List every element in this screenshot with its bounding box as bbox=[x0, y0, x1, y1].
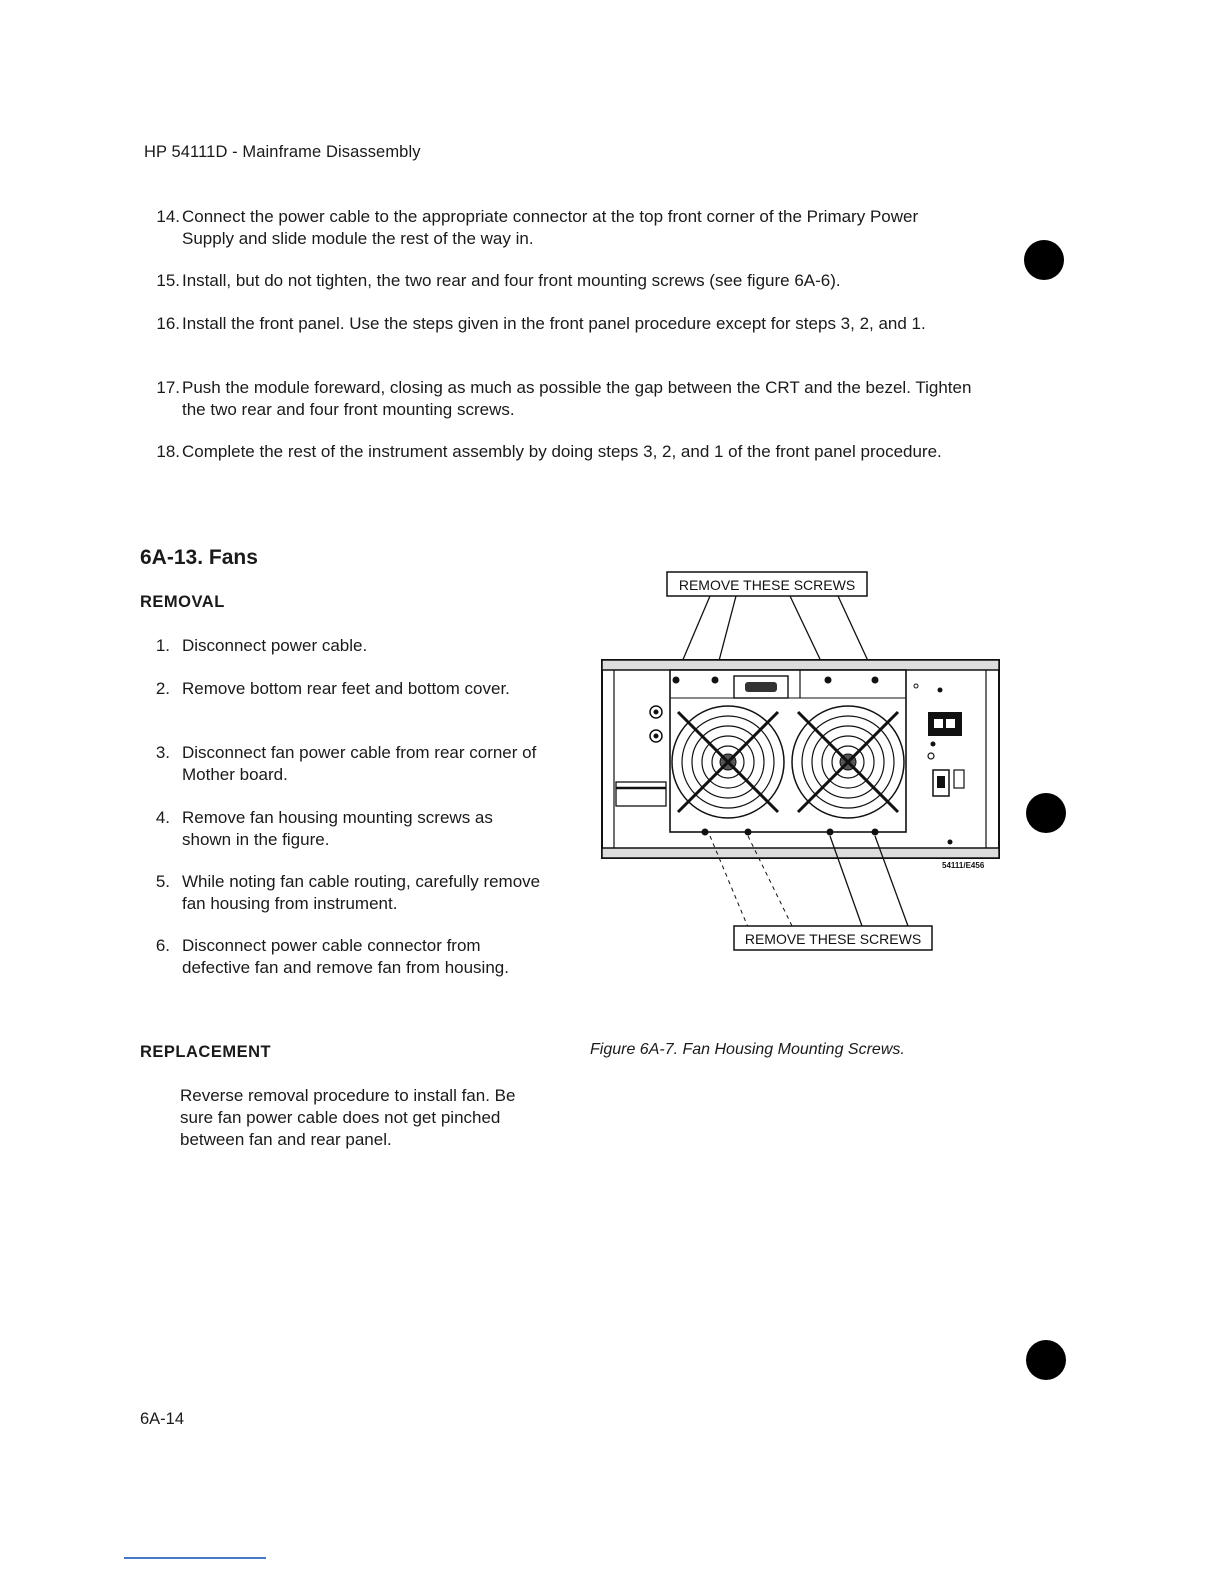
step-number: 17. bbox=[156, 378, 180, 397]
step-text: Remove bottom rear feet and bottom cover. bbox=[182, 679, 510, 698]
punch-hole bbox=[1024, 240, 1064, 280]
step-number: 6. bbox=[155, 936, 170, 955]
step-text: Remove fan housing mounting screws as shown in the figure. bbox=[182, 808, 493, 849]
step-number: 3. bbox=[155, 743, 170, 762]
step-text: While noting fan cable routing, carefully remove fan housing from instrument. bbox=[182, 872, 541, 913]
step-text: Disconnect fan power cable from rear corner of Mother board. bbox=[182, 743, 537, 784]
callout-bottom-label: REMOVE THESE SCREWS bbox=[744, 931, 922, 947]
replacement-text: Reverse removal procedure to install fan. Be sure fan power cable does not get pinched between fan and rear panel. bbox=[180, 1086, 516, 1149]
section-title: 6A-13. Fans bbox=[140, 546, 258, 569]
step-number: 18. bbox=[156, 442, 180, 461]
scan-edge-line bbox=[124, 1557, 266, 1559]
step-number: 5. bbox=[155, 872, 170, 891]
step-number: 16. bbox=[156, 314, 180, 333]
step-number: 4. bbox=[155, 808, 170, 827]
step-text: Install, but do not tighten, the two rear and four front mounting screws (see figure 6A-6). bbox=[182, 271, 841, 290]
step-text: Install the front panel. Use the steps given in the front panel procedure except for steps 3, 2, and 1. bbox=[182, 314, 926, 333]
step-text: Push the module foreward, closing as much as possible the gap between the CRT and the bezel. Tighten the two rear and four front mounting screws. bbox=[182, 378, 972, 419]
figure-caption: Figure 6A-7. Fan Housing Mounting Screws. bbox=[590, 1041, 905, 1058]
punch-hole bbox=[1026, 793, 1066, 833]
step-number: 2. bbox=[155, 679, 170, 698]
figure-id: 54111/E456 bbox=[942, 861, 985, 870]
fan-housing-figure bbox=[590, 562, 1010, 962]
punch-hole bbox=[1026, 1340, 1066, 1380]
left-fan bbox=[672, 706, 784, 818]
right-fan bbox=[792, 706, 904, 818]
step-text: Connect the power cable to the appropriate connector at the top front corner of the Primary Power Supply and slide module the rest of the way in. bbox=[182, 207, 919, 248]
step-text: Complete the rest of the instrument assembly by doing steps 3, 2, and 1 of the front panel procedure. bbox=[182, 442, 942, 461]
page-number: 6A-14 bbox=[140, 1410, 185, 1428]
removal-heading: REMOVAL bbox=[140, 593, 225, 611]
step-text: Disconnect power cable. bbox=[182, 636, 368, 655]
page-header: HP 54111D - Mainframe Disassembly bbox=[144, 143, 421, 161]
step-number: 15. bbox=[156, 271, 180, 290]
step-text: Disconnect power cable connector from defective fan and remove fan from housing. bbox=[182, 936, 509, 977]
callout-top-label: REMOVE THESE SCREWS bbox=[678, 577, 856, 593]
step-number: 14. bbox=[156, 207, 180, 226]
replacement-heading: REPLACEMENT bbox=[140, 1043, 272, 1061]
step-number: 1. bbox=[155, 636, 170, 655]
